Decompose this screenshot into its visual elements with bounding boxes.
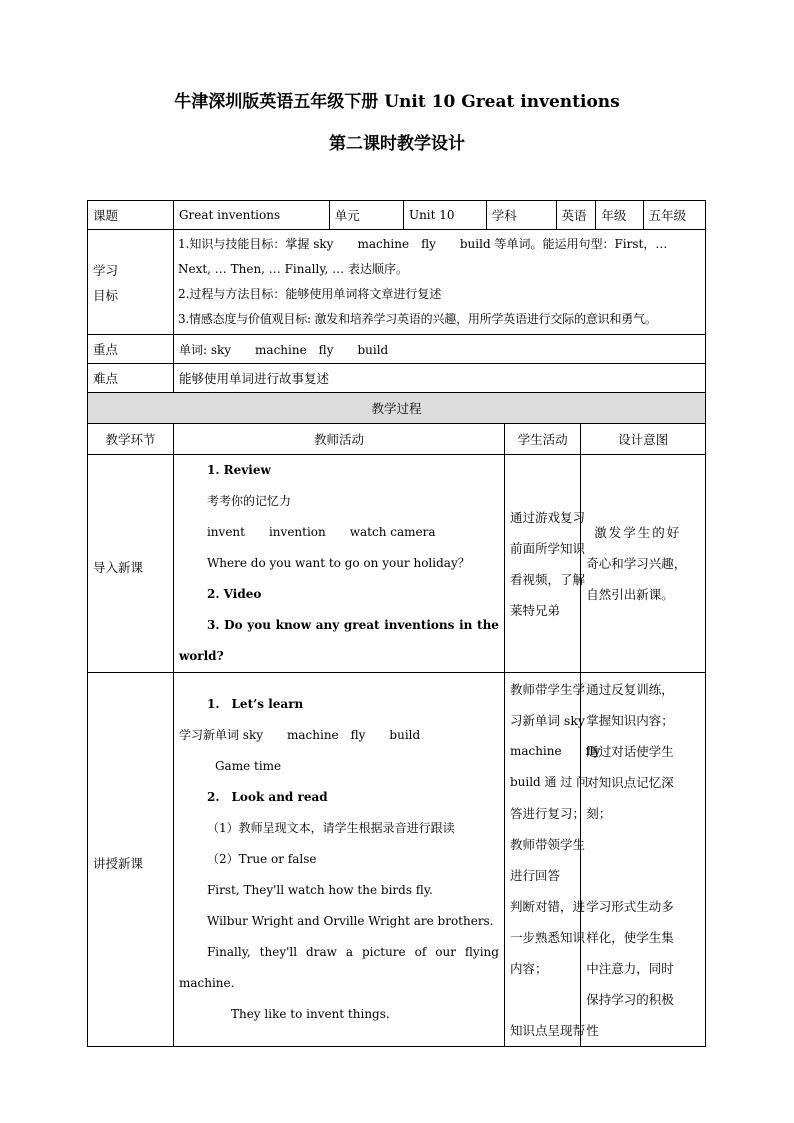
design-line: 学习形式生动多	[586, 898, 674, 914]
design-line: 奇心和学习兴趣，	[586, 556, 687, 571]
design-line: 通过反复训练，	[586, 681, 674, 697]
goal-line-3: 2.过程与方法目标：能够使用单词将文章进行复述	[177, 287, 442, 301]
key-point-label: 重点	[88, 335, 174, 364]
column-header-row	[88, 424, 706, 455]
design-line	[586, 860, 700, 891]
goals-label	[88, 230, 174, 335]
unit-label: 单元	[329, 201, 403, 230]
student-line: 教师带学生学	[509, 681, 585, 697]
document-subtitle: 第二课时教学设计	[329, 134, 465, 154]
unit-value: Unit 10	[403, 201, 486, 230]
design-line: 样化，使学生集	[586, 929, 674, 945]
design-line: 中注意力，同时	[586, 960, 674, 976]
design-line: 刻；	[586, 805, 612, 821]
teacher-line: Finally, they'll draw a picture of our flying machine.	[178, 945, 499, 990]
design-line: 通过对话使学生	[586, 743, 674, 759]
student-line: 进行回答	[509, 867, 560, 883]
student-line: 答进行复习；	[509, 805, 585, 821]
student-activity	[504, 673, 601, 1047]
teacher-line: Wilbur Wright and Orville Wright are brothers.	[206, 914, 494, 928]
teacher-line: Game time	[214, 759, 282, 773]
column-header-teacher: 教师活动	[173, 424, 504, 455]
grade-value: 五年级	[643, 201, 705, 230]
teacher-line: They like to invent things.	[230, 1007, 390, 1021]
teacher-line: 2. Video	[206, 587, 262, 601]
student-line: 通过游戏复习	[509, 509, 585, 525]
student-line: machine fly	[509, 743, 601, 758]
key-point-value: 单词: sky machine fly build	[173, 335, 705, 364]
design-line: 性	[586, 1022, 599, 1038]
document-title: 牛津深圳版英语五年级下册 Unit 10 Great inventions	[174, 92, 620, 112]
column-header-design: 设计意图	[581, 424, 706, 455]
teacher-activity	[173, 673, 504, 1047]
student-line: 前面所学知识	[509, 540, 585, 556]
student-line: 莱特兄弟	[509, 602, 560, 618]
teacher-line: 3. Do you know any great inventions in the world?	[178, 618, 499, 663]
student-line: 判断对错，进	[509, 898, 585, 914]
design-intent	[581, 673, 706, 1047]
student-line: 一步熟悉知识	[509, 929, 585, 945]
student-line: build 通 过 问	[509, 774, 589, 789]
teacher-line: 学习新单词 sky machine fly build	[178, 728, 421, 742]
student-activity	[504, 455, 585, 673]
stage-name: 讲授新课	[88, 673, 174, 1047]
teacher-line: （1）教师呈现文本，请学生根据录音进行跟读	[206, 821, 455, 835]
teacher-line: （2）True or false	[206, 852, 317, 866]
topic-value: Great inventions	[173, 201, 329, 230]
student-line: 内容；	[509, 960, 548, 976]
goal-line-2: Next, … Then, … Finally, … 表达顺序。	[177, 262, 408, 276]
teacher-line: 1. Let’s learn	[206, 697, 304, 711]
grade-label: 年级	[596, 201, 643, 230]
lesson-plan-table	[87, 200, 706, 1047]
difficulty-label: 难点	[88, 364, 174, 393]
design-line: 自然引出新课。	[586, 587, 674, 602]
teacher-line: 1. Review	[206, 463, 271, 477]
goals-label-line1: 学习	[93, 263, 119, 278]
subject-label: 学科	[486, 201, 556, 230]
column-header-stage: 教学环节	[88, 424, 174, 455]
goal-line-1: 1.知识与技能目标：掌握 sky machine fly build 等单词。能运用句型：First，…	[177, 237, 668, 251]
column-header-student: 学生活动	[504, 424, 580, 455]
student-line: 习新单词 sky	[509, 712, 585, 728]
design-line: 激发学生的好	[594, 525, 682, 540]
design-line	[586, 829, 700, 860]
design-line: 对知识点记忆深	[586, 774, 674, 790]
info-row	[88, 201, 706, 230]
goals-label-line2: 目标	[93, 288, 119, 303]
student-line: 知识点呈现帮	[509, 1022, 585, 1038]
stage-name: 导入新课	[88, 455, 174, 673]
goal-line-4: 3.情感态度与价值观目标: 激发和培养学习英语的兴趣，用所学英语进行交际的意识和勇气。	[177, 312, 657, 326]
process-header: 教学过程	[88, 393, 706, 424]
difficulty-value: 能够使用单词进行故事复述	[173, 364, 705, 393]
stage-row-new-lesson	[88, 673, 706, 1047]
design-line: 掌握知识内容；	[586, 712, 674, 728]
goals-content	[173, 230, 705, 335]
design-line: 保持学习的积极	[586, 991, 674, 1007]
goals-row	[88, 230, 706, 335]
design-intent	[581, 455, 706, 673]
teacher-line: 2. Look and read	[206, 790, 328, 804]
subject-value: 英语	[556, 201, 596, 230]
process-header-row	[88, 393, 706, 424]
student-line: 教师带领学生	[509, 836, 585, 852]
topic-label: 课题	[88, 201, 174, 230]
teacher-line: invent invention watch camera	[206, 525, 436, 539]
teacher-line: First, They'll watch how the birds fly.	[206, 883, 433, 897]
student-line: 看视频，了解	[509, 571, 585, 587]
difficulty-row	[88, 364, 706, 393]
stage-row-intro	[88, 455, 706, 673]
student-line	[510, 984, 575, 1015]
teacher-line: Where do you want to go on your holiday？	[206, 556, 470, 570]
teacher-line: 考考你的记忆力	[206, 494, 291, 508]
teacher-activity	[173, 455, 504, 673]
key-point-row	[88, 335, 706, 364]
